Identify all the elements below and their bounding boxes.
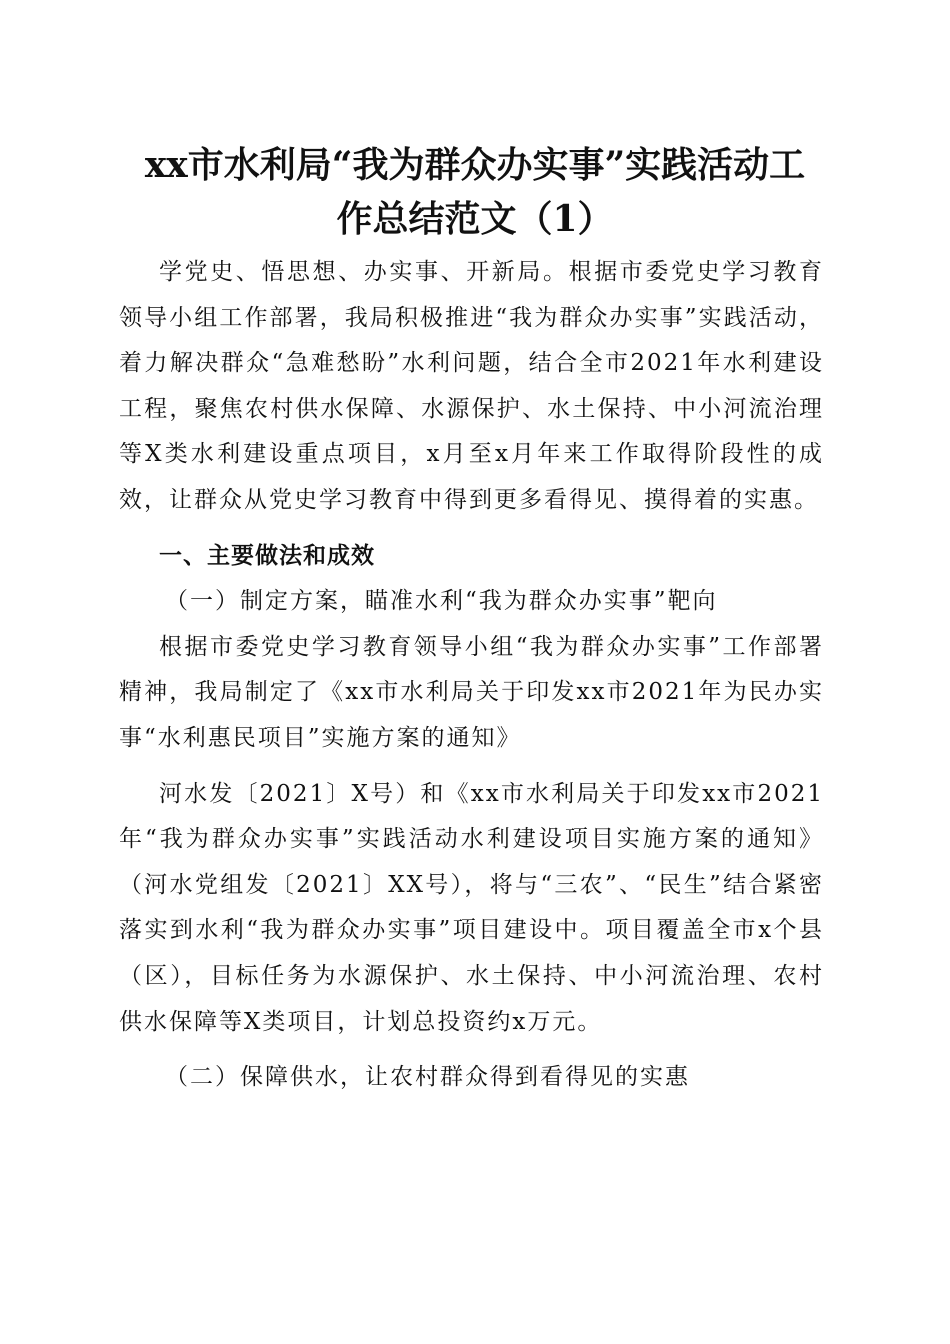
- body-paragraph-2: 河水发〔2021〕X号）和《xx市水利局关于印发xx市2021年“我为群众办实事”实践活动水利建设项目实施方案的通知》（河水党组发〔2021〕XX号），将与“三农”、“民生”结合紧密落实到水利“我为群众办实事”项目建设中。项目覆盖全市x个县（区），目标任务为水源保护、水土保持、中小河流治理、农村供水保障等X类项目，计划总投资约x万元。: [119, 780, 824, 1035]
- section-heading-main-practices: 一、主要做法和成效: [159, 542, 375, 569]
- intro-paragraph: 学党史、悟思想、办实事、开新局。根据市委党史学习教育领导小组工作部署，我局积极推进“我为群众办实事”实践活动，着力解决群众“急难愁盼”水利问题，结合全市2021年水利建设工程，聚焦农村供水保障、水源保护、水土保持、中小河流治理等X类水利建设重点项目，x月至x月年来工作取得阶段性的成效，让群众从党史学习教育中得到更多看得见、摸得着的实惠。: [119, 259, 824, 513]
- subsection-heading-1: （一）制定方案，瞄准水利“我为群众办实事”靶向: [165, 588, 718, 615]
- subsection-heading-2: （二）保障供水，让农村群众得到看得见的实惠: [165, 1064, 690, 1091]
- document-title: [100, 138, 850, 246]
- document-body: [119, 250, 824, 1101]
- body-paragraph-1: 根据市委党史学习教育领导小组“我为群众办实事”工作部署精神，我局制定了《xx市水利局关于印发xx市2021年为民办实事“水利惠民项目”实施方案的通知》: [119, 633, 824, 751]
- title-line-1: xx市水利局“我为群众办实事”实践活动工: [144, 144, 806, 186]
- title-line-2: 作总结范文（1）: [336, 198, 614, 240]
